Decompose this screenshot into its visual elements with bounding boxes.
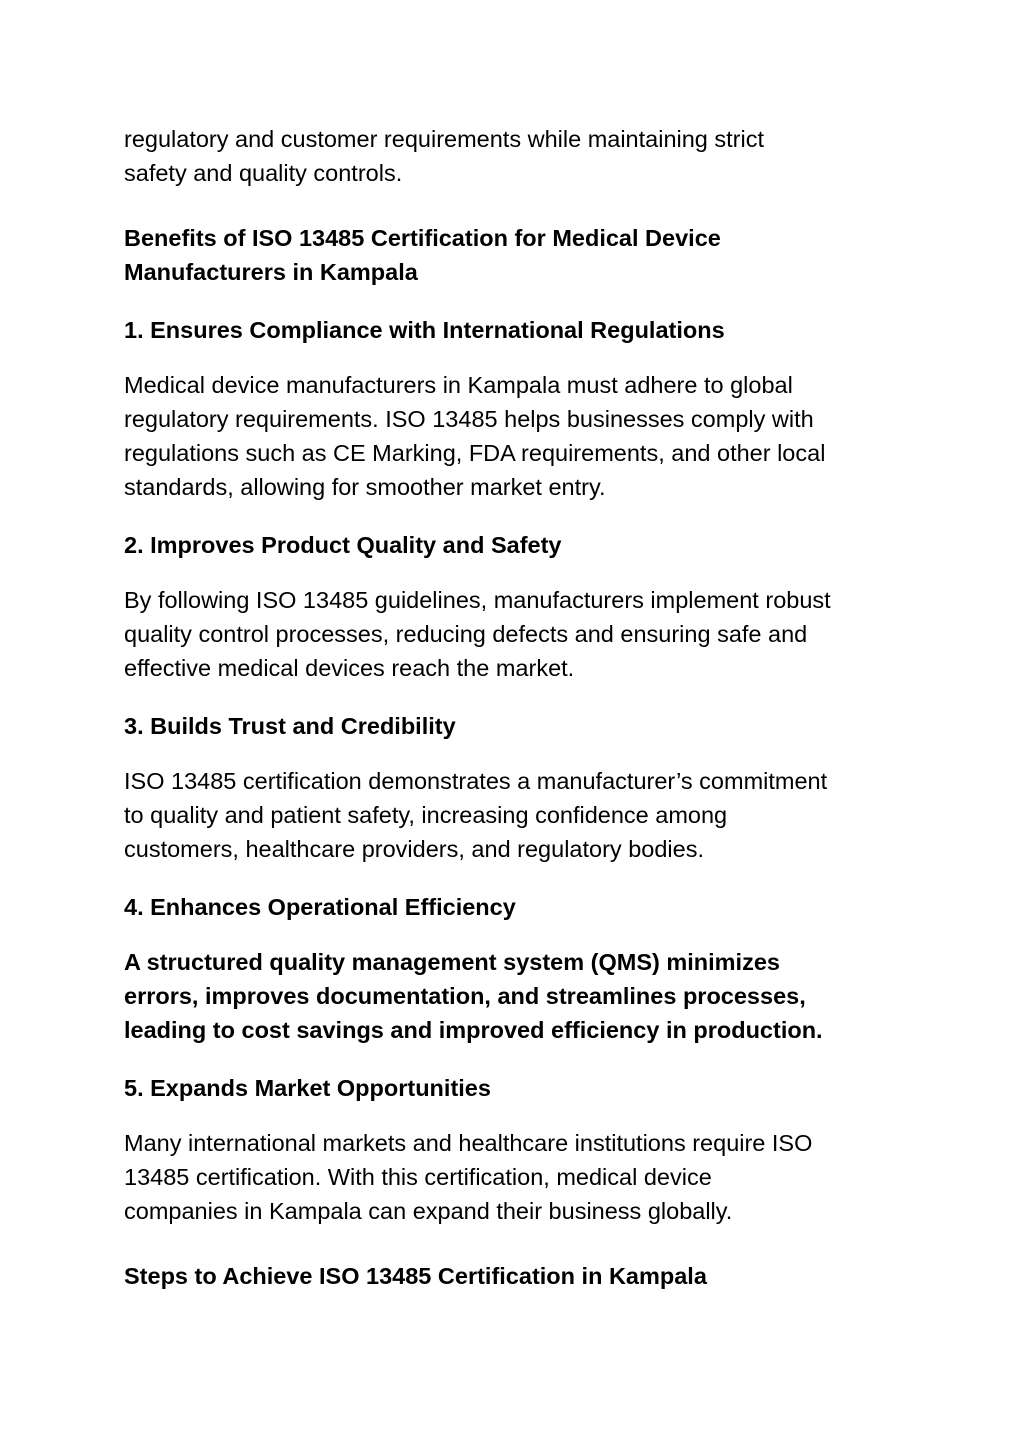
text-line: Medical device manufacturers in Kampala must adhere to global [124,372,793,398]
text-line: companies in Kampala can expand their business globally. [124,1198,733,1224]
text-line: Many international markets and healthcare institutions require ISO [124,1130,813,1156]
benefit-heading-1: 1. Ensures Compliance with International Regulations [124,317,725,343]
benefit-body-4 [124,945,914,1047]
benefit-body-5 [124,1126,914,1228]
text-line: regulatory requirements. ISO 13485 helps businesses comply with [124,406,814,432]
text-line: errors, improves documentation, and streamlines processes, [124,983,806,1009]
text-line: Benefits of ISO 13485 Certification for Medical Device [124,225,721,251]
text-line: to quality and patient safety, increasing confidence among [124,802,728,828]
text-line: regulations such as CE Marking, FDA requirements, and other local [124,440,826,466]
benefit-body-2 [124,583,914,685]
benefit-heading-3: 3. Builds Trust and Credibility [124,713,456,739]
text-line: regulatory and customer requirements while maintaining strict [124,126,765,152]
steps-heading: Steps to Achieve ISO 13485 Certification in Kampala [124,1263,707,1289]
text-line: By following ISO 13485 guidelines, manufacturers implement robust [124,587,831,613]
text-line: leading to cost savings and improved efficiency in production. [124,1017,823,1043]
benefit-heading-5: 5. Expands Market Opportunities [124,1075,491,1101]
text-line: 13485 certification. With this certification, medical device [124,1164,712,1190]
text-line: customers, healthcare providers, and regulatory bodies. [124,836,704,862]
benefit-heading-2: 2. Improves Product Quality and Safety [124,532,562,558]
benefit-body-3 [124,764,914,866]
text-line: standards, allowing for smoother market entry. [124,474,606,500]
text-line: safety and quality controls. [124,160,403,186]
text-line: Manufacturers in Kampala [124,259,418,285]
text-line: effective medical devices reach the market. [124,655,575,681]
text-line: quality control processes, reducing defects and ensuring safe and [124,621,808,647]
intro-paragraph [124,122,914,190]
section-heading [124,221,914,289]
text-line: ISO 13485 certification demonstrates a manufacturer’s commitment [124,768,828,794]
benefit-heading-4: 4. Enhances Operational Efficiency [124,894,516,920]
text-line: A structured quality management system (QMS) minimizes [124,949,780,975]
benefit-body-1 [124,368,914,504]
